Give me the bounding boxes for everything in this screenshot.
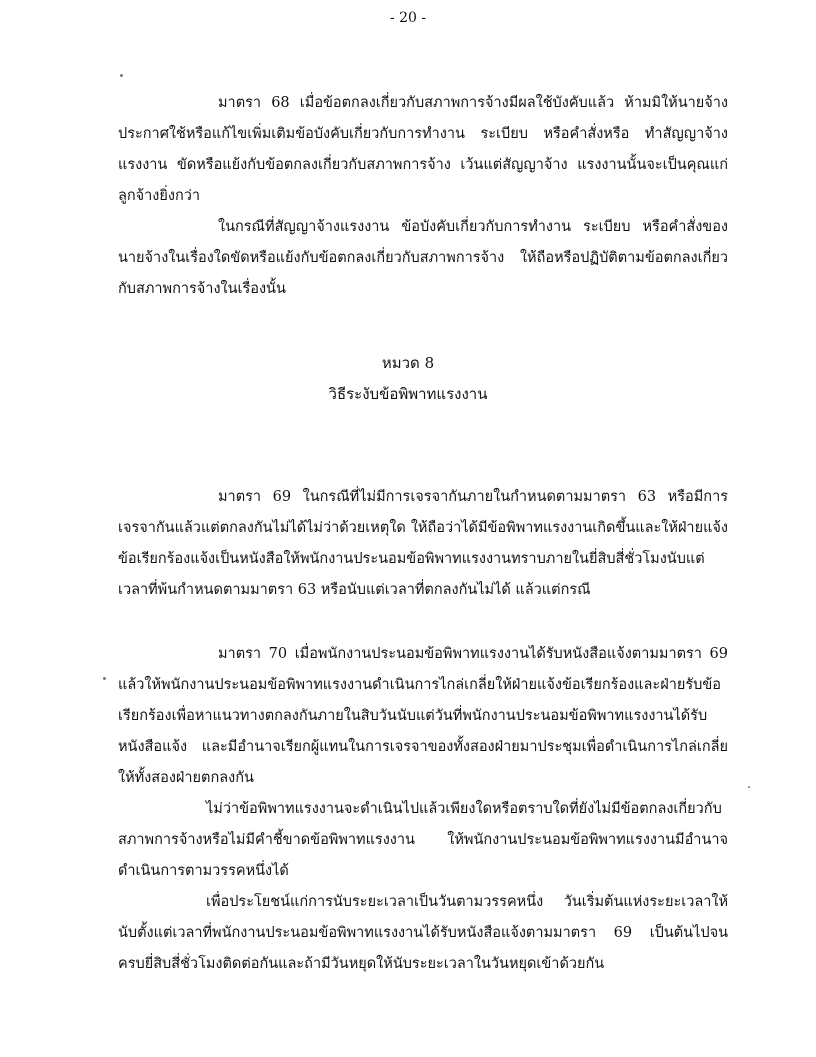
section-68-paragraph-1: มาตรา 68 เมื่อข้อตกลงเกี่ยวกับสภาพการจ้างมีผลใช้บังคับแล้ว ห้ามมิให้นายจ้างประกาศใช้หรือแก้ไขเพิ่มเติมข้อบังคับเกี่ยวกับการทำงาน ระเบียบ หรือคำสั่งหรือ ทำสัญญาจ้างแรงงาน ขัดหรือแย้งกับข้อตกลงเกี่ยวกับสภาพการจ้าง เว้นแต่สัญญาจ้าง แรงงานนั้นจะเป็นคุณแก่ลูกจ้างยิ่งกว่า <box>118 95 728 204</box>
section-69 <box>118 482 728 606</box>
scan-speck <box>120 74 123 77</box>
page-number: - 20 - <box>389 10 427 26</box>
section-69-paragraph-1: มาตรา 69 ในกรณีที่ไม่มีการเจรจากันภายในกำหนดตามมาตรา 63 หรือมีการเจรจากันแล้วแต่ตกลงกันไม่ได้ไม่ว่าด้วยเหตุใด ให้ถือว่าได้มีข้อพิพาทแรงงานเกิดขึ้นและให้ฝ่ายแจ้งข้อเรียกร้องแจ้งเป็นหนังสือให้พนักงานประนอมข้อพิพาทแรงงานทราบภายในยี่สิบสี่ชั่วโมงนับแต่เวลาที่พ้นกำหนดตามมาตรา 63 หรือนับแต่เวลาที่ตกลงกันไม่ได้ แล้วแต่กรณี <box>118 489 728 598</box>
chapter-title: วิธีระงับข้อพิพาทแรงงาน <box>328 385 488 403</box>
chapter-number: หมวด 8 <box>381 354 435 372</box>
section-70-paragraph-3: เพื่อประโยชน์แก่การนับระยะเวลาเป็นวันตามวรรคหนึ่ง วันเริ่มต้นแห่งระยะเวลาให้นับตั้งแต่เวลาที่พนักงานประนอมข้อพิพาทแรงงานได้รับหนังสือแจ้งตามมาตรา 69 เป็นต้นไปจนครบยี่สิบสี่ชั่วโมงติดต่อกันและถ้ามีวันหยุดให้นับระยะเวลาในวันหยุดเข้าด้วยกัน <box>118 894 728 972</box>
section-70 <box>118 639 728 980</box>
section-70-paragraph-1: มาตรา 70 เมื่อพนักงานประนอมข้อพิพาทแรงงานได้รับหนังสือแจ้งตามมาตรา 69 แล้วให้พนักงานประนอมข้อพิพาทแรงงานดำเนินการไกล่เกลี่ยให้ฝ่ายแจ้งข้อเรียกร้องและฝ่ายรับข้อเรียกร้องเพื่อหาแนวทางตกลงกันภายในสิบวันนับแต่วันที่พนักงานประนอมข้อพิพาทแรงงานได้รับหนังสือแจ้ง และมีอำนาจเรียกผู้แทนในการเจรจาของทั้งสองฝ่ายมาประชุมเพื่อดำเนินการไกล่เกลี่ยให้ทั้งสองฝ่ายตกลงกัน <box>118 646 728 786</box>
section-68-paragraph-2: ในกรณีที่สัญญาจ้างแรงงาน ข้อบังคับเกี่ยวกับการทำงาน ระเบียบ หรือคำสั่งของนายจ้างในเรื่องใดขัดหรือแย้งกับข้อตกลงเกี่ยวกับสภาพการจ้าง ให้ถือหรือปฏิบัติตามข้อตกลงเกี่ยวกับสภาพการจ้างในเรื่องนั้น <box>118 219 728 297</box>
scan-speck <box>103 677 106 680</box>
section-68 <box>118 88 728 305</box>
scan-speck <box>748 786 750 788</box>
section-70-paragraph-2: ไม่ว่าข้อพิพาทแรงงานจะดำเนินไปแล้วเพียงใดหรือตราบใดที่ยังไม่มีข้อตกลงเกี่ยวกับสภาพการจ้างหรือไม่มีคำชี้ขาดข้อพิพาทแรงงาน ให้พนักงานประนอมข้อพิพาทแรงงานมีอำนาจดำเนินการตามวรรคหนึ่งได้ <box>118 801 728 879</box>
